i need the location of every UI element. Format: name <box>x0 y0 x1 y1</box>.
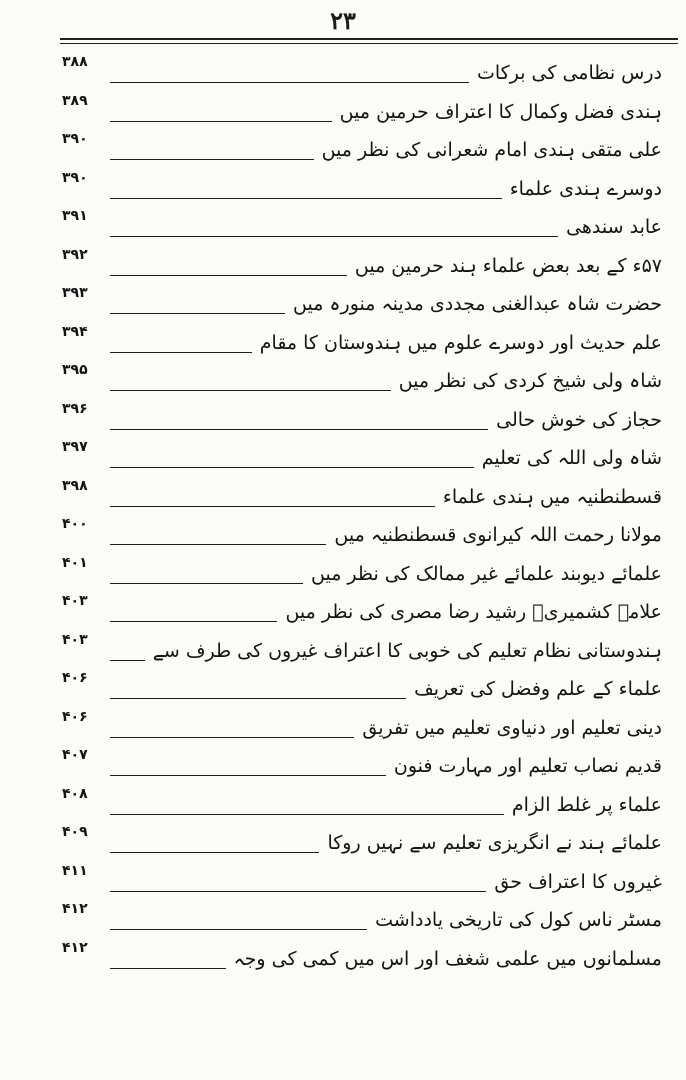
toc-entry-title: ہندوستانی نظام تعلیم کی خوبی کا اعتراف غیروں کی طرف سے <box>152 639 662 662</box>
toc-entry <box>62 822 662 861</box>
toc-leader-line <box>110 429 488 431</box>
toc-leader-line <box>110 236 558 238</box>
toc-leader-line <box>110 506 435 508</box>
toc-entry-title: عابد سندھی <box>566 216 662 238</box>
toc-entry-title: علی متقی ہندی امام شعرانی کی نظر میں <box>321 139 662 161</box>
toc-entry-page-number: ۴۰۳ <box>62 593 88 609</box>
header-rule <box>60 38 678 40</box>
toc-entry <box>62 553 662 592</box>
toc-entry-page-number: ۴۰۹ <box>62 824 88 840</box>
toc-entry <box>62 476 662 515</box>
toc-leader-line <box>110 390 391 392</box>
toc-leader-line <box>110 929 367 931</box>
toc-entry <box>62 938 662 977</box>
toc-entry-title: علمائے دیوبند علمائے غیر ممالک کی نظر میں <box>311 562 662 585</box>
toc-entry <box>62 437 662 476</box>
toc-entry-title: شاہ ولی شیخ کردی کی نظر میں <box>398 370 662 392</box>
toc-entry-title: دوسرے ہندی علماء <box>509 177 662 200</box>
table-of-contents <box>62 52 662 976</box>
page-number: ۲۳ <box>330 6 356 35</box>
toc-leader-line <box>110 660 145 662</box>
toc-entry <box>62 591 662 630</box>
toc-entry-page-number: ۴۰۶ <box>62 670 88 686</box>
toc-leader-line <box>110 82 469 84</box>
toc-entry-title: غیروں کا اعتراف حق <box>494 870 662 893</box>
toc-leader-line <box>110 159 314 161</box>
toc-entry-page-number: ۴۰۷ <box>62 747 88 763</box>
toc-entry-title: علامہ کشمیریؒ رشید رضا مصری کی نظر میں <box>285 601 662 623</box>
toc-entry <box>62 399 662 438</box>
toc-leader-line <box>110 775 386 777</box>
toc-entry <box>62 168 662 207</box>
toc-entry-title: ۵۷ء کے بعد بعض علماء ہند حرمین میں <box>354 254 662 277</box>
toc-entry-title: قدیم نصاب تعلیم اور مہارت فنون <box>393 755 662 777</box>
toc-leader-line <box>110 737 354 739</box>
toc-entry-page-number: ۳۹۰ <box>62 131 88 147</box>
toc-entry-page-number: ۳۸۹ <box>62 92 88 109</box>
toc-leader-line <box>110 198 502 200</box>
toc-leader-line <box>110 467 474 469</box>
toc-entry-page-number: ۳۹۷ <box>62 439 88 455</box>
toc-entry-title: علمائے ہند نے انگریزی تعلیم سے نہیں روکا <box>327 832 662 854</box>
toc-entry-title: درس نظامی کی برکات <box>477 62 662 84</box>
toc-entry-title: شاہ ولی اللہ کی تعلیم <box>481 447 662 469</box>
toc-entry <box>62 283 662 322</box>
toc-entry-page-number: ۴۰۶ <box>62 708 88 725</box>
toc-entry-title: علم حدیث اور دوسرے علوم میں ہندوستان کا مقام <box>259 331 662 354</box>
toc-entry-title: مسلمانوں میں علمی شغف اور اس میں کمی کی وجہ <box>233 947 662 970</box>
toc-leader-line <box>110 698 406 700</box>
toc-entry-page-number: ۳۹۲ <box>62 246 88 263</box>
toc-entry-page-number: ۴۱۲ <box>62 939 88 956</box>
toc-entry <box>62 745 662 784</box>
toc-entry-page-number: ۴۰۳ <box>62 631 88 648</box>
toc-entry-title: مولانا رحمت اللہ کیرانوی قسطنطنیہ میں <box>334 524 662 546</box>
toc-entry-title: علماء پر غلط الزام <box>511 793 662 816</box>
toc-leader-line <box>110 121 332 123</box>
toc-entry-page-number: ۳۹۴ <box>62 323 88 340</box>
toc-entry-page-number: ۴۱۲ <box>62 901 88 917</box>
toc-entry-title: حضرت شاہ عبدالغنی مجددی مدینہ منورہ میں <box>293 293 662 315</box>
toc-entry-page-number: ۳۹۶ <box>62 400 88 417</box>
toc-leader-line <box>110 891 486 893</box>
toc-entry-page-number: ۳۹۳ <box>62 285 88 301</box>
toc-leader-line <box>110 583 303 585</box>
toc-entry <box>62 360 662 399</box>
toc-entry-page-number: ۴۱۱ <box>62 862 88 879</box>
toc-entry-title: حجاز کی خوش حالی <box>496 408 662 431</box>
toc-entry-page-number: ۴۰۰ <box>62 516 88 532</box>
toc-entry <box>62 514 662 553</box>
toc-leader-line <box>110 814 504 816</box>
toc-entry-page-number: ۳۸۸ <box>62 54 88 70</box>
toc-entry <box>62 322 662 361</box>
toc-entry <box>62 668 662 707</box>
toc-leader-line <box>110 968 226 970</box>
toc-leader-line <box>110 544 326 546</box>
toc-entry <box>62 861 662 900</box>
toc-leader-line <box>110 852 319 854</box>
toc-entry-page-number: ۴۰۱ <box>62 554 88 571</box>
toc-entry-title: قسطنطنیہ میں ہندی علماء <box>442 485 662 508</box>
toc-entry-page-number: ۴۰۸ <box>62 785 88 802</box>
toc-entry-page-number: ۳۹۸ <box>62 477 88 494</box>
toc-entry-page-number: ۳۹۰ <box>62 169 88 186</box>
toc-leader-line <box>110 275 347 277</box>
toc-leader-line <box>110 313 285 315</box>
toc-entry <box>62 52 662 91</box>
toc-entry <box>62 129 662 168</box>
toc-entry-title: علماء کے علم وفضل کی تعریف <box>414 678 662 700</box>
toc-leader-line <box>110 621 277 623</box>
toc-entry <box>62 245 662 284</box>
toc-entry <box>62 630 662 669</box>
toc-entry <box>62 707 662 746</box>
toc-entry-title: دینی تعلیم اور دنیاوی تعلیم میں تفریق <box>362 716 662 739</box>
toc-leader-line <box>110 352 252 354</box>
toc-entry-title: ہندی فضل وکمال کا اعتراف حرمین میں <box>339 100 662 123</box>
toc-entry-page-number: ۳۹۱ <box>62 208 88 224</box>
toc-entry <box>62 91 662 130</box>
toc-entry <box>62 784 662 823</box>
header-rule-thin <box>60 43 678 44</box>
toc-entry-title: مسٹر ناس کول کی تاریخی یادداشت <box>375 909 662 931</box>
toc-entry-page-number: ۳۹۵ <box>62 362 88 378</box>
toc-entry <box>62 206 662 245</box>
toc-entry <box>62 899 662 938</box>
